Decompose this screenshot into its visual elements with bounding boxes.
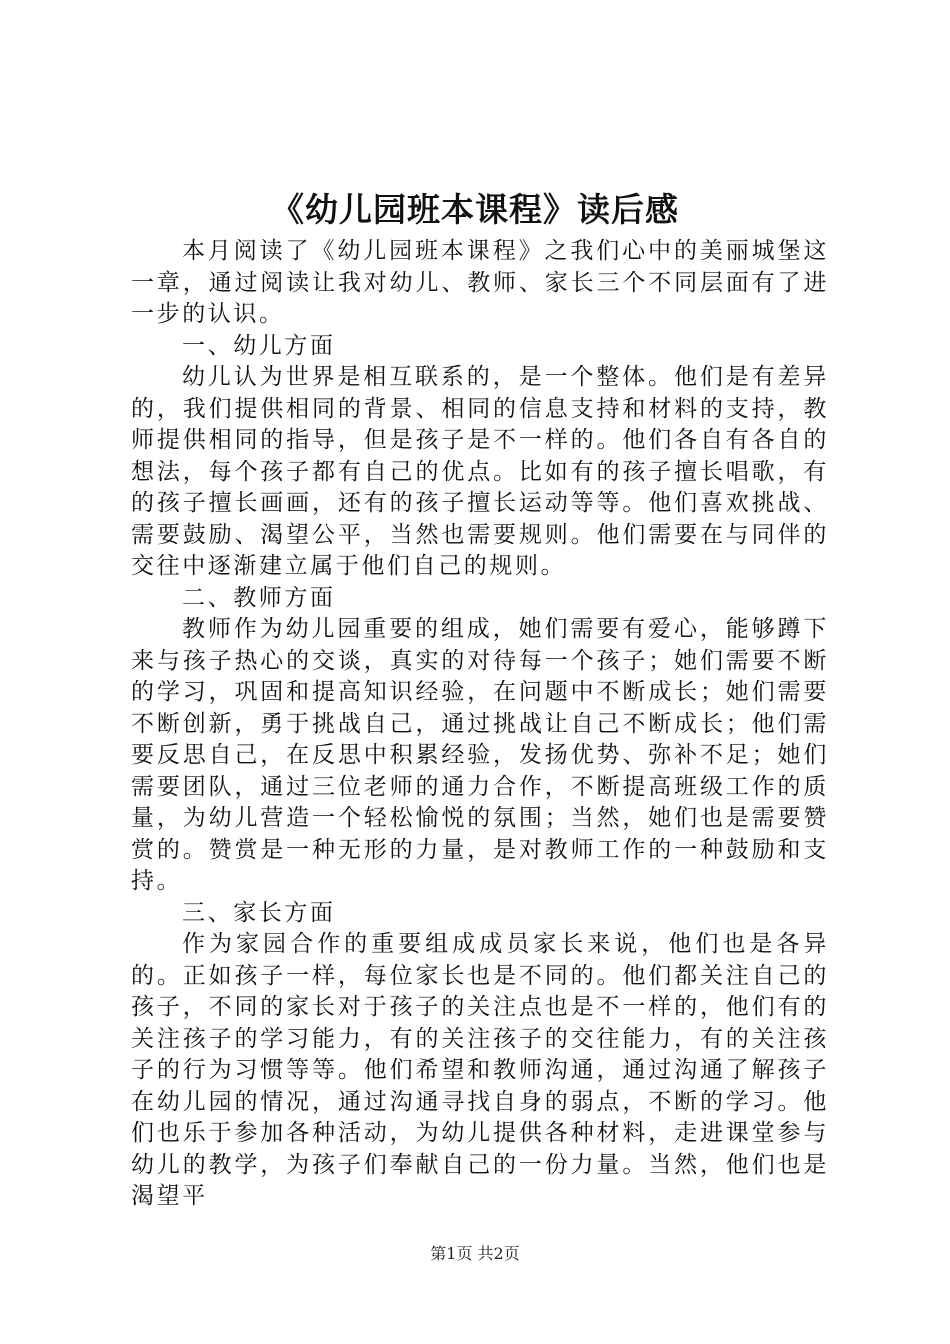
page-footer: 第1页 共2页 [430,1244,520,1263]
section-text-teachers: 教师作为幼儿园重要的组成，她们需要有爱心，能够蹲下来与孩子热心的交谈，真实的对待每一个孩子；她们需要不断的学习，巩固和提高知识经验，在问题中不断成长；她们需要不断创新，勇于挑战自己，通过挑战让自己不断成长；他们需要反思自己，在反思中积累经验，发扬优势、弥补不足；她们需要团队，通过三位老师的通力合作，不断提高班级工作的质量，为幼儿营造一个轻松愉悦的氛围；当然，她们也是需要赞赏的。赞赏是一种无形的力量，是对教师工作的一种鼓励和支持。 [131,616,829,894]
intro-paragraph: 本月阅读了《幼儿园班本课程》之我们心中的美丽城堡这一章，通过阅读让我对幼儿、教师、家长三个不同层面有了进一步的认识。 [131,238,829,327]
document-title: 《幼儿园班本课程》读后感 [271,190,679,229]
section-text-parents: 作为家园合作的重要组成成员家长来说，他们也是各异的。正如孩子一样，每位家长也是不同的。他们都关注自己的孩子，不同的家长对于孩子的关注点也是不一样的，他们有的关注孩子的学习能力，有的关注孩子的交往能力，有的关注孩子的行为习惯等等。他们希望和教师沟通，通过沟通了解孩子在幼儿园的情况，通过沟通寻找自身的弱点，不断的学习。他们也乐于参加各种活动，为幼儿提供各种材料，走进课堂参与幼儿的教学，为孩子们奉献自己的一份力量。当然，他们也是渴望平 [131,931,829,1209]
section-heading-teachers: 二、教师方面 [182,584,336,611]
section-heading-parents: 三、家长方面 [182,899,336,926]
section-heading-children: 一、幼儿方面 [182,332,336,359]
section-text-children: 幼儿认为世界是相互联系的，是一个整体。他们是有差异的，我们提供相同的背景、相同的信息支持和材料的支持，教师提供相同的指导，但是孩子是不一样的。他们各自有各自的想法，每个孩子都有自己的优点。比如有的孩子擅长唱歌，有的孩子擅长画画，还有的孩子擅长运动等等。他们喜欢挑战、需要鼓励、渴望公平，当然也需要规则。他们需要在与同伴的交往中逐渐建立属于他们自己的规则。 [131,364,829,579]
document-body [131,236,829,1213]
